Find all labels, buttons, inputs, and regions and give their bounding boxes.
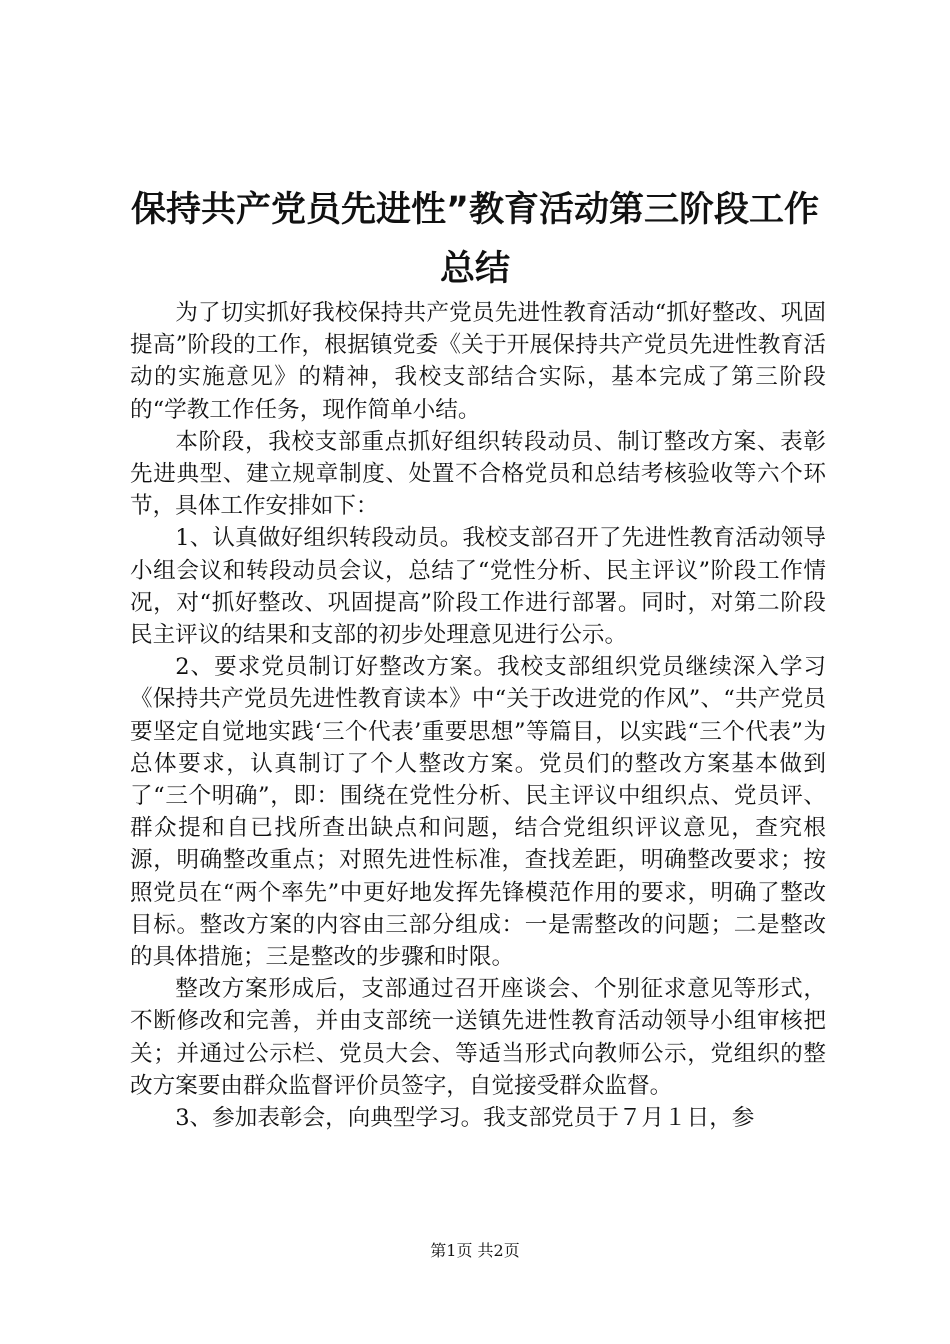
document-body (130, 297, 826, 1134)
paragraph-rectification: 整改方案形成后，支部通过召开座谈会、个别征求意见等形式，不断修改和完善，并由支部统一送镇先进性教育活动领导小组审核把关；并通过公示栏、党员大会、等适当形式向教师公示，党组织的整改方案要由群众监督评价员签字，自觉接受群众监督。 (130, 976, 826, 1099)
paragraph-intro: 为了切实抓好我校保持共产党员先进性教育活动“抓好整改、巩固提高”阶段的工作，根据镇党委《关于开展保持共产党员先进性教育活动的实施意见》的精神，我校支部结合实际，基本完成了第三阶段的“学教工作任务，现作简单小结。 (130, 300, 826, 423)
paragraph-item-3: 3、参加表彰会，向典型学习。我支部党员于７月１日，参 (175, 1105, 755, 1132)
page-footer: 第1页 共2页 (430, 1241, 520, 1260)
paragraph-overview: 本阶段，我校支部重点抓好组织转段动员、制订整改方案、表彰先进典型、建立规章制度、处置不合格党员和总结考核验收等六个环节，具体工作安排如下： (130, 428, 826, 520)
paragraph-item-1: 1、认真做好组织转段动员。我校支部召开了先进性教育活动领导小组会议和转段动员会议，总结了“党性分析、民主评议”阶段工作情况，对“抓好整改、巩固提高”阶段工作进行部署。同时，对第二阶段民主评议的结果和支部的初步处理意见进行公示。 (130, 525, 826, 649)
document-title-line-1: 保持共产党员先进性”教育活动第三阶段工作 (130, 190, 819, 230)
paragraph-item-2: 2、要求党员制订好整改方案。我校支部组织党员继续深入学习《保持共产党员先进性教育读本》中“关于改进党的作风”、“共产党员要坚定自觉地实践‘三个代表’重要思想”等篇目，以实践“三个代表”为总体要求，认真制订了个人整改方案。党员们的整改方案基本做到了“三个明确”，即：围绕在党性分析、民主评议中组织点、党员评、群众提和自已找所查出缺点和问题，结合党组织评议意见，查究根源，明确整改重点；对照先进性标准，查找差距，明确整改要求；按照党员在“两个率先”中更好地发挥先锋模范作用的要求，明确了整改目标。整改方案的内容由三部分组成：一是需整改的问题；二是整改的具体措施；三是整改的步骤和时限。 (130, 654, 826, 971)
document-title-line-2: 总结 (439, 249, 510, 289)
